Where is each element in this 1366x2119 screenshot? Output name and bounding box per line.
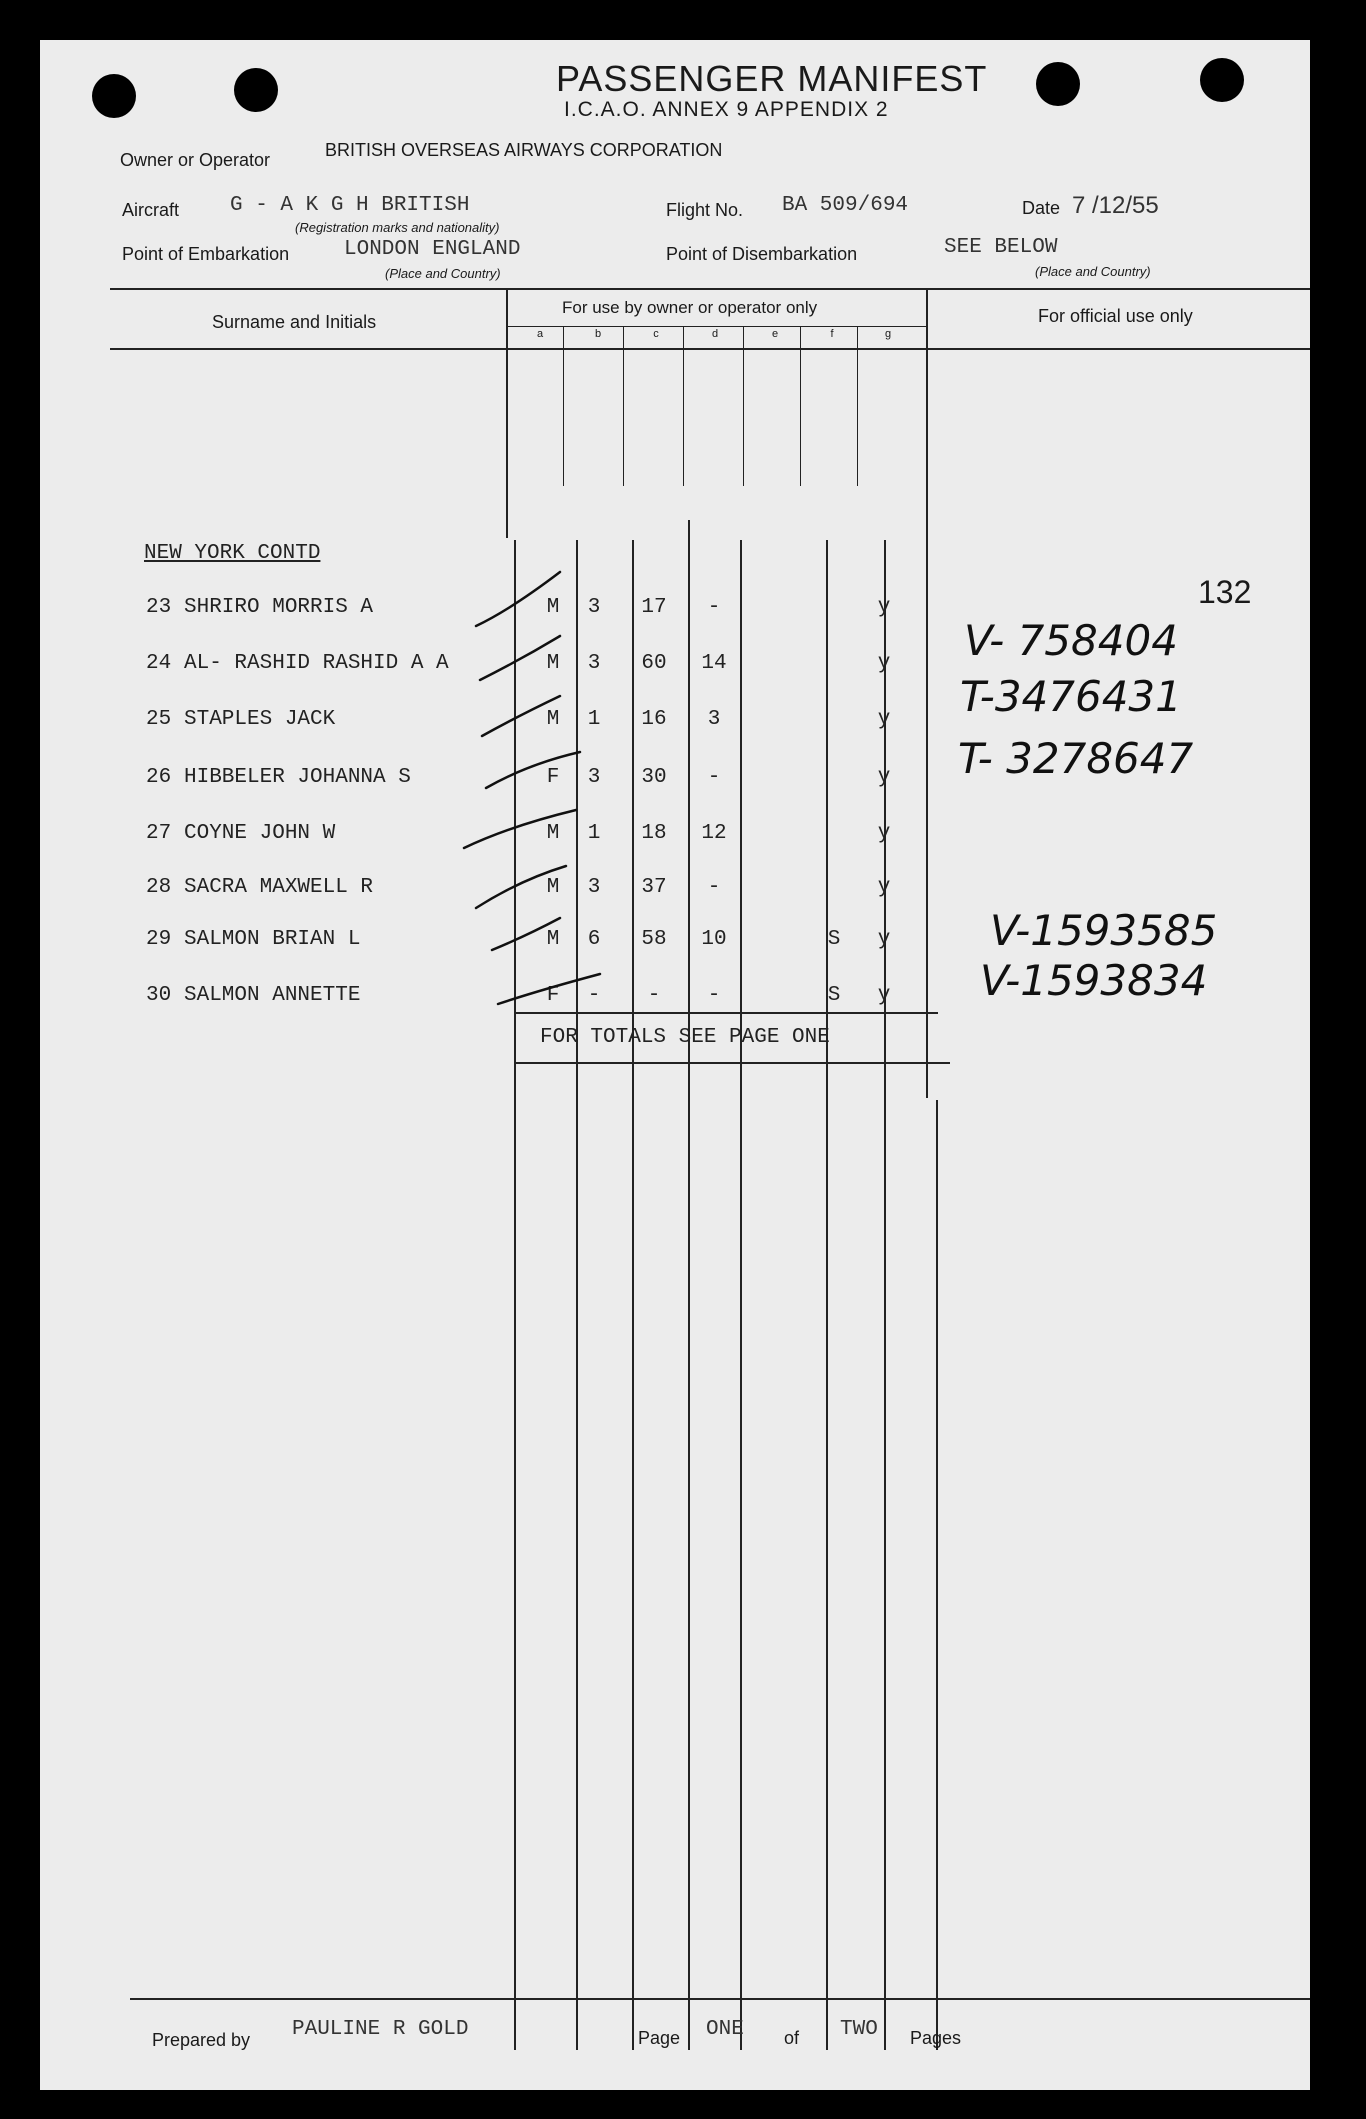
- subcol-f: f: [830, 328, 834, 340]
- page-title: PASSENGER MANIFEST: [556, 58, 988, 99]
- passenger-name: STAPLES JACK: [184, 708, 336, 731]
- totals-top-rule: [514, 1012, 938, 1014]
- table-row-number: 27: [146, 822, 172, 845]
- cell-a: F: [546, 766, 560, 789]
- totals-bottom-rule: [514, 1062, 950, 1064]
- page-value: ONE: [706, 2018, 744, 2041]
- subcol-a: a: [536, 328, 544, 340]
- surname-column-header: Surname and Initials: [212, 312, 377, 332]
- manifest-sheet: [40, 40, 1310, 2090]
- passenger-name: SALMON BRIAN L: [184, 928, 361, 951]
- official-note-3: T- 3278647: [958, 734, 1194, 783]
- cell-f: S: [827, 928, 841, 951]
- cell-g: y: [877, 876, 891, 899]
- flight-value: BA 509/694: [782, 194, 909, 217]
- cell-a: F: [546, 984, 560, 1007]
- column-rule: [936, 1100, 938, 2050]
- passenger-name: COYNE JOHN W: [184, 822, 336, 845]
- cell-a: M: [546, 928, 560, 951]
- date-value: 7 /12/55: [1072, 192, 1159, 219]
- aircraft-note: (Registration marks and nationality): [295, 220, 500, 235]
- subcol-b: b: [594, 328, 602, 340]
- owner-label: Owner or Operator: [120, 150, 271, 170]
- cell-g: y: [877, 766, 891, 789]
- cell-g: y: [877, 652, 891, 675]
- footer-rule: [130, 1998, 1310, 2000]
- page-subtitle: I.C.A.O. ANNEX 9 APPENDIX 2: [564, 98, 889, 121]
- cell-b: 3: [587, 876, 601, 899]
- official-note-1: V- 758404: [964, 616, 1178, 665]
- cell-a: M: [546, 652, 560, 675]
- cell-c: 30: [641, 766, 667, 789]
- check-marks: [40, 40, 1310, 1040]
- totals-note: FOR TOTALS SEE PAGE ONE: [540, 1026, 830, 1049]
- flight-label: Flight No.: [666, 200, 744, 220]
- cell-b: 3: [587, 652, 601, 675]
- table-row-number: 24: [146, 652, 172, 675]
- passenger-name: SHRIRO MORRIS A: [184, 596, 374, 619]
- cell-f: S: [827, 984, 841, 1007]
- cell-c: 37: [641, 876, 667, 899]
- table-row-number: 28: [146, 876, 172, 899]
- table-row-number: 30: [146, 984, 172, 1007]
- prepared-value: PAULINE R GOLD: [292, 2018, 469, 2041]
- cell-a: M: [546, 596, 560, 619]
- embark-note: (Place and Country): [385, 266, 501, 281]
- passenger-name: AL- RASHID RASHID A A: [184, 652, 449, 675]
- prepared-label: Prepared by: [152, 2030, 251, 2050]
- cell-c: 60: [641, 652, 667, 675]
- cell-d: 10: [701, 928, 727, 951]
- subcol-c: c: [653, 328, 659, 340]
- cell-d: -: [707, 766, 721, 789]
- official-note-5: V-1593834: [980, 956, 1208, 1005]
- passenger-name: SALMON ANNETTE: [184, 984, 361, 1007]
- passenger-name: SACRA MAXWELL R: [184, 876, 374, 899]
- cell-c: 17: [641, 596, 667, 619]
- table-row-number: 26: [146, 766, 172, 789]
- official-note-2: T-3476431: [960, 672, 1182, 721]
- cell-g: y: [877, 822, 891, 845]
- owner-column-header: For use by owner or operator only: [562, 298, 818, 317]
- disembark-label: Point of Disembarkation: [666, 244, 858, 264]
- section-heading: NEW YORK CONTD: [144, 542, 321, 565]
- cell-a: M: [546, 708, 560, 731]
- cell-a: M: [546, 822, 560, 845]
- cell-c: 18: [641, 822, 667, 845]
- subcol-g: g: [884, 328, 892, 340]
- cell-d: 14: [701, 652, 727, 675]
- cell-b: 1: [587, 708, 601, 731]
- cell-d: -: [707, 596, 721, 619]
- cell-b: 1: [587, 822, 601, 845]
- cell-a: M: [546, 876, 560, 899]
- cell-d: 3: [707, 708, 721, 731]
- cell-g: y: [877, 708, 891, 731]
- table-row-number: 23: [146, 596, 172, 619]
- cell-c: 58: [641, 928, 667, 951]
- owner-value: BRITISH OVERSEAS AIRWAYS CORPORATION: [325, 140, 723, 160]
- cell-b: 3: [587, 596, 601, 619]
- aircraft-label: Aircraft: [122, 200, 180, 220]
- cell-b: 3: [587, 766, 601, 789]
- subcol-d: d: [711, 328, 719, 340]
- cell-g: y: [877, 984, 891, 1007]
- cell-c: 16: [641, 708, 667, 731]
- cell-d: 12: [701, 822, 727, 845]
- disembark-value: SEE BELOW: [944, 236, 1058, 259]
- embark-label: Point of Embarkation: [122, 244, 290, 264]
- of-label: of: [784, 2028, 800, 2048]
- cell-c: -: [647, 984, 661, 1007]
- cell-d: -: [707, 984, 721, 1007]
- page-label: Page: [638, 2028, 681, 2048]
- subcol-e: e: [771, 328, 779, 340]
- passenger-name: HIBBELER JOHANNA S: [184, 766, 411, 789]
- official-column-header: For official use only: [1038, 306, 1193, 326]
- table-row-number: 25: [146, 708, 172, 731]
- disembark-note: (Place and Country): [1035, 264, 1151, 279]
- pages-label: Pages: [910, 2028, 962, 2048]
- table-row-number: 29: [146, 928, 172, 951]
- cell-d: -: [707, 876, 721, 899]
- official-count: 132: [1198, 574, 1252, 610]
- embark-value: LONDON ENGLAND: [344, 238, 521, 261]
- cell-b: -: [587, 984, 601, 1007]
- date-label: Date: [1022, 198, 1061, 218]
- pages-value: TWO: [840, 2018, 878, 2041]
- cell-b: 6: [587, 928, 601, 951]
- official-note-4: V-1593585: [990, 906, 1218, 955]
- cell-g: y: [877, 596, 891, 619]
- aircraft-value: G - A K G H BRITISH: [230, 194, 470, 217]
- cell-g: y: [877, 928, 891, 951]
